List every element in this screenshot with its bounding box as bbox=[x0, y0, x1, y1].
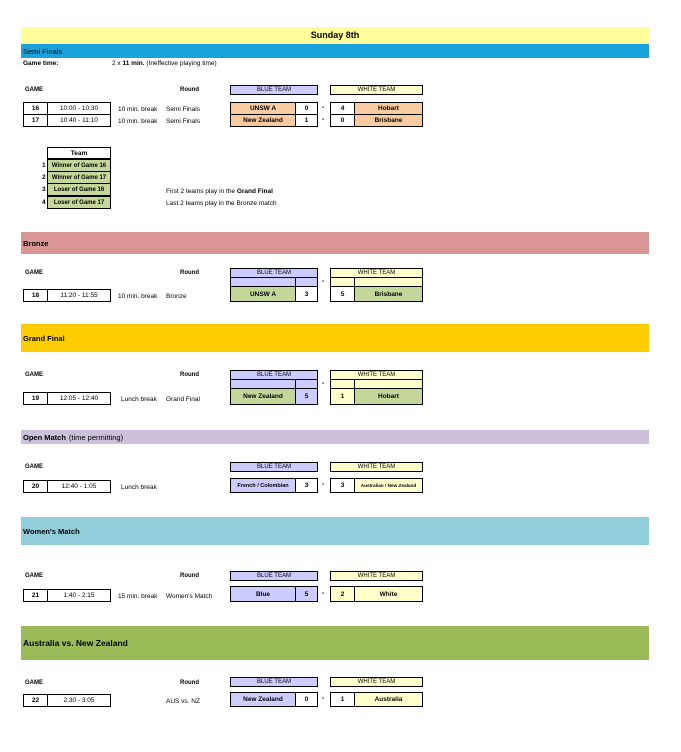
day-title: Sunday 8th bbox=[310, 30, 360, 40]
game-time: 12:40 - 1:05 bbox=[47, 480, 111, 493]
section-title: Bronze bbox=[23, 238, 49, 248]
score-dash: - bbox=[322, 380, 325, 387]
game-col-header: GAME bbox=[25, 270, 43, 276]
white-score: 1 bbox=[330, 388, 355, 405]
white-team-name: Brisbane bbox=[354, 286, 423, 302]
section-open-match bbox=[21, 430, 649, 444]
blue-team-header: BLUE TEAM bbox=[230, 85, 318, 95]
score-dash: - bbox=[322, 590, 325, 597]
score-dash: - bbox=[322, 278, 325, 285]
white-score: 2 bbox=[330, 586, 355, 602]
white-score: 5 bbox=[330, 286, 355, 302]
round-label: Women's Match bbox=[166, 593, 213, 600]
score-dash: - bbox=[322, 481, 325, 488]
blue-team-header: BLUE TEAM bbox=[230, 677, 318, 687]
section-bronze bbox=[21, 232, 649, 254]
break-label: 15 min. break bbox=[118, 593, 158, 600]
break-label: Lunch break bbox=[121, 484, 157, 491]
team-rank: 1 bbox=[42, 162, 46, 169]
game-time: 10:00 - 10:30 bbox=[47, 102, 111, 115]
round-col-header: Round bbox=[180, 372, 199, 378]
blue-score: 0 bbox=[295, 692, 318, 707]
game-number: 21 bbox=[23, 589, 48, 602]
white-score: 0 bbox=[330, 114, 355, 127]
white-team-name: Hobart bbox=[354, 388, 423, 405]
team-cell: Loser of Game 17 bbox=[47, 196, 111, 209]
score-dash: - bbox=[322, 104, 325, 111]
game-number: 16 bbox=[23, 102, 48, 115]
section-title: Australia vs. New Zealand bbox=[23, 638, 128, 648]
game-col-header: GAME bbox=[25, 372, 43, 378]
game-time-value bbox=[112, 60, 217, 67]
blue-team-name: UNSW A bbox=[230, 102, 296, 115]
round-col-header: Round bbox=[180, 87, 199, 93]
white-team-name: White bbox=[354, 586, 423, 602]
game-time-label: Game time: bbox=[23, 60, 59, 67]
game-col-header: GAME bbox=[25, 573, 43, 579]
team-rank: 3 bbox=[42, 186, 46, 193]
game-time: 11:20 - 11:55 bbox=[47, 289, 111, 302]
game-number: 18 bbox=[23, 289, 48, 302]
section-title: Open Match bbox=[23, 432, 66, 442]
score-dash: - bbox=[322, 116, 325, 123]
round-col-header: Round bbox=[180, 680, 199, 686]
white-score: 3 bbox=[330, 478, 355, 493]
white-score: 4 bbox=[330, 102, 355, 115]
section-grand-final bbox=[21, 324, 649, 352]
blue-team-name: New Zealand bbox=[230, 114, 296, 127]
section-title: Grand Final bbox=[23, 333, 65, 343]
team-cell: Winner of Game 16 bbox=[47, 159, 111, 172]
blue-score: 3 bbox=[295, 478, 318, 493]
section-womens-match bbox=[21, 517, 649, 545]
note-prefix: First 2 teams play in the bbox=[166, 188, 235, 195]
team-rank: 2 bbox=[42, 174, 46, 181]
round-label: Semi Finals bbox=[166, 118, 200, 125]
section-subtitle: (time permitting) bbox=[68, 432, 124, 442]
round-label: Grand Final bbox=[166, 396, 200, 403]
round-col-header: Round bbox=[180, 573, 199, 579]
team-cell: Loser of Game 16 bbox=[47, 183, 111, 196]
round-col-header: Round bbox=[180, 270, 199, 276]
white-team-name: Hobart bbox=[354, 102, 423, 115]
team-rank: 4 bbox=[42, 199, 46, 206]
blue-score: 0 bbox=[295, 102, 318, 115]
blue-team-name: New Zealand bbox=[230, 692, 296, 707]
blue-team-name: French / Colombian bbox=[230, 478, 296, 493]
white-team-header: WHITE TEAM bbox=[330, 571, 423, 581]
game-col-header: GAME bbox=[25, 87, 43, 93]
blue-team-name: New Zealand bbox=[230, 388, 296, 405]
game-time: 2:30 - 3:05 bbox=[47, 694, 111, 707]
game-time: 12:05 - 12:40 bbox=[47, 392, 111, 405]
blue-score: 5 bbox=[295, 586, 318, 602]
white-team-name: Australia bbox=[354, 692, 423, 707]
game-time: 10:40 - 11:10 bbox=[47, 114, 111, 127]
white-team-header: WHITE TEAM bbox=[330, 268, 423, 278]
white-team-header: WHITE TEAM bbox=[330, 462, 423, 472]
game-number: 17 bbox=[23, 114, 48, 127]
break-label: 10 min. break bbox=[118, 106, 158, 113]
blue-team-name: UNSW A bbox=[230, 286, 296, 302]
blue-score: 3 bbox=[295, 286, 318, 302]
round-label: Semi Finals bbox=[166, 106, 200, 113]
blue-score: 5 bbox=[295, 388, 318, 405]
round-label: AUS vs. NZ bbox=[166, 698, 200, 705]
note-bold: Grand Final bbox=[236, 188, 273, 195]
team-table-header: Team bbox=[47, 147, 111, 159]
day-header bbox=[21, 27, 649, 43]
section-aus-vs-nz bbox=[21, 626, 649, 660]
bronze-note: Last 2 teams play in the Bronze match bbox=[166, 200, 277, 207]
game-time-minutes: 11 min. bbox=[122, 60, 145, 67]
score-dash: - bbox=[322, 695, 325, 702]
game-number: 22 bbox=[23, 694, 48, 707]
break-label: 10 min. break bbox=[118, 118, 158, 125]
blue-team-name: Blue bbox=[230, 586, 296, 602]
game-number: 20 bbox=[23, 480, 48, 493]
blue-score: 1 bbox=[295, 114, 318, 127]
section-title: Semi Finals bbox=[23, 46, 63, 56]
team-cell: Winner of Game 17 bbox=[47, 171, 111, 184]
game-time-prefix: 2 x bbox=[112, 60, 121, 67]
section-title: Women's Match bbox=[23, 526, 80, 536]
game-time-note: (Ineffective playing time) bbox=[146, 60, 217, 67]
round-label: Bronze bbox=[166, 293, 187, 300]
blue-team-header: BLUE TEAM bbox=[230, 370, 318, 380]
white-team-header: WHITE TEAM bbox=[330, 677, 423, 687]
white-team-name: Australian / New Zealand bbox=[354, 478, 423, 493]
break-label: Lunch break bbox=[121, 396, 157, 403]
blue-team-header: BLUE TEAM bbox=[230, 268, 318, 278]
white-team-name: Brisbane bbox=[354, 114, 423, 127]
white-team-header: WHITE TEAM bbox=[330, 370, 423, 380]
game-col-header: GAME bbox=[25, 464, 43, 470]
game-number: 19 bbox=[23, 392, 48, 405]
white-score: 1 bbox=[330, 692, 355, 707]
blue-team-header: BLUE TEAM bbox=[230, 462, 318, 472]
section-semi-finals bbox=[21, 44, 649, 58]
grand-final-note bbox=[166, 188, 273, 195]
break-label: 10 min. break bbox=[118, 293, 158, 300]
game-time: 1:40 - 2:15 bbox=[47, 589, 111, 602]
white-team-header: WHITE TEAM bbox=[330, 85, 423, 95]
game-col-header: GAME bbox=[25, 680, 43, 686]
blue-team-header: BLUE TEAM bbox=[230, 571, 318, 581]
